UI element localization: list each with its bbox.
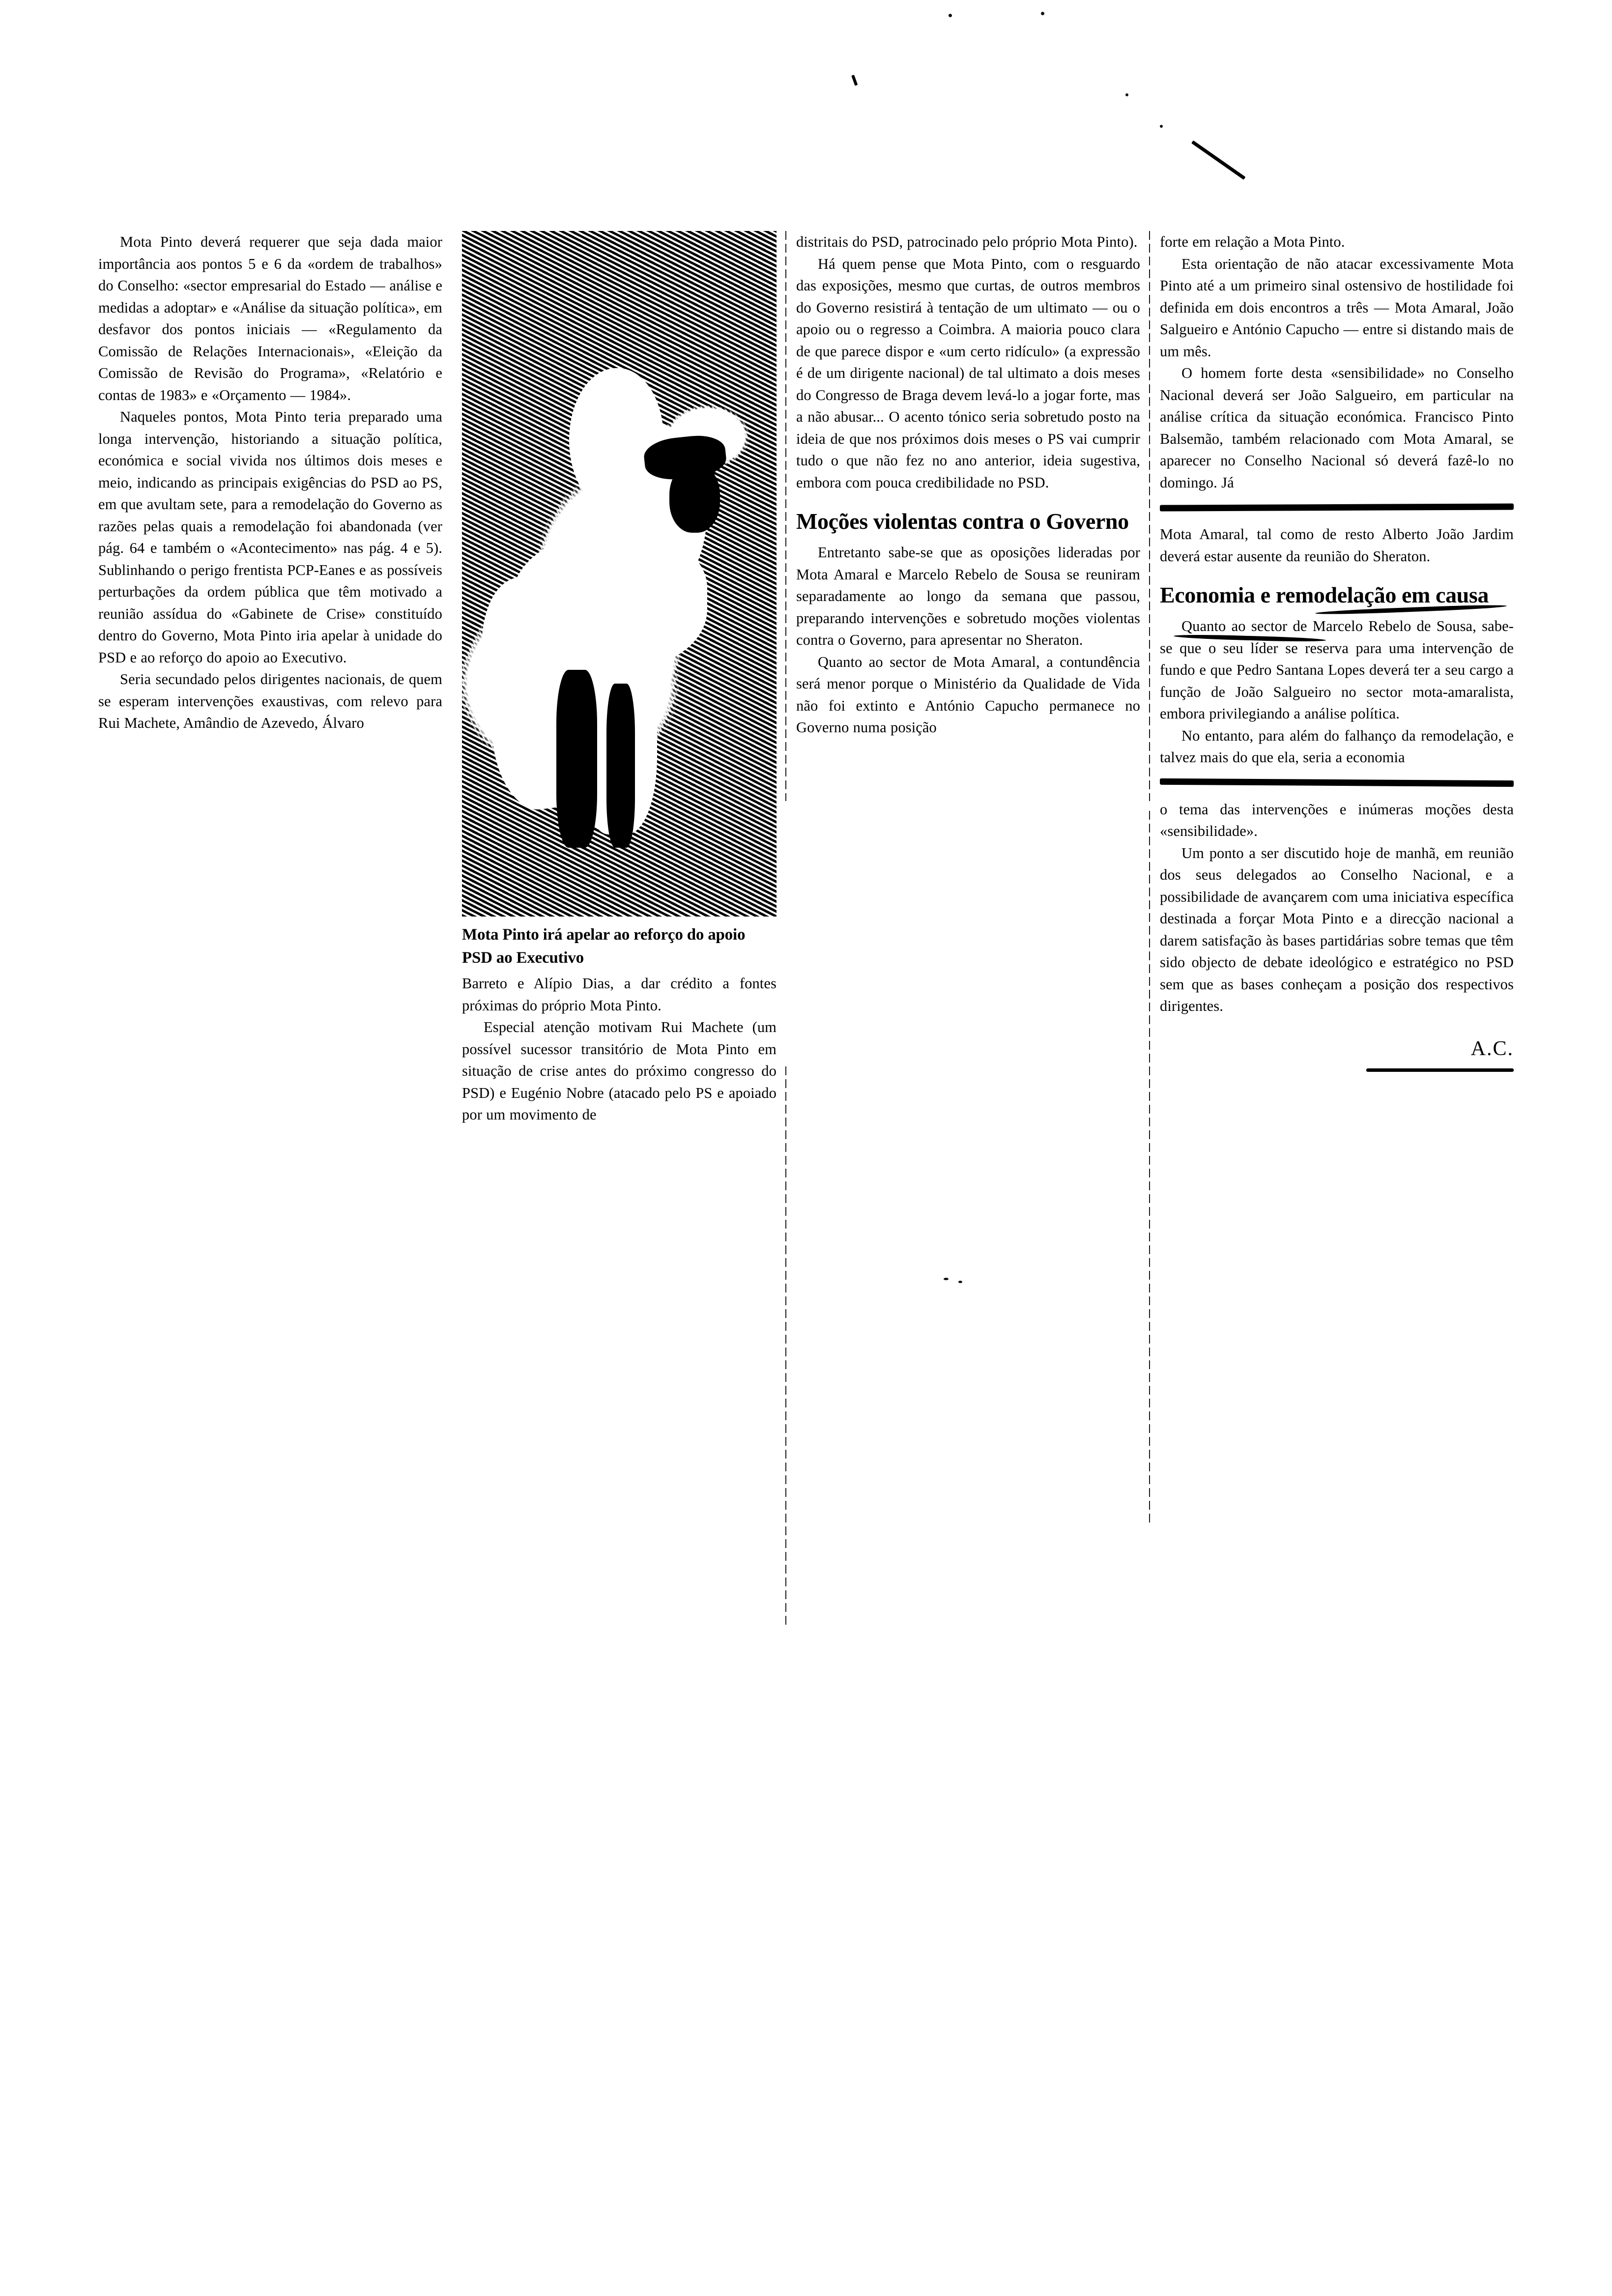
column-divider [1149, 811, 1150, 1523]
scan-speck [1160, 125, 1163, 128]
article-page [98, 231, 1514, 1784]
column-divider [1149, 231, 1150, 801]
column-1 [98, 231, 442, 1784]
paragraph: distritais do PSD, patrocinado pelo próprio Mota Pinto). [796, 233, 1138, 250]
scan-scratch [1191, 141, 1246, 180]
paragraph: Quanto ao sector de Marcelo Rebelo de Sousa, sabe-se que o seu líder se reserva para uma intervenção de fundo e que Pedro Santana Lopes deverá ter a seu cargo a função de João Salgueiro no sector mota-amaralista, embora privilegiando a análise política. [1160, 618, 1514, 722]
section-subheading-text: Economia e remodelação em causa [1160, 582, 1489, 607]
column-divider [785, 1066, 786, 1627]
section-subheading: Moções violentas contra o Governo [796, 509, 1129, 534]
section-subheading [1160, 582, 1514, 608]
byline-initials: A.C. [1470, 1037, 1514, 1060]
scan-speck [944, 1278, 949, 1280]
scan-scratch [851, 75, 858, 86]
scan-speck [958, 1281, 962, 1283]
horizontal-rule [1160, 778, 1514, 786]
paragraph: o tema das intervenções e inúmeras moções desta «sensibilidade». [1160, 801, 1514, 839]
paragraph: O homem forte desta «sensibilidade» no Conselho Nacional deverá ser João Salgueiro, em particular na análise crítica da situação económica. Francisco Pinto Balsemão, também relacionado com Mota Amaral, se aparecer no Conselho Nacional só deverá fazê-lo no domingo. Já [1160, 365, 1514, 491]
paragraph: Seria secundado pelos dirigentes nacionais, de quem se esperam intervenções exaustivas, com relevo para Rui Machete, Amândio de Azevedo, Álvaro [98, 671, 442, 731]
scan-speck [949, 14, 952, 17]
column-2 [462, 231, 777, 1784]
horizontal-rule [1160, 503, 1514, 511]
paragraph: Esta orientação de não atacar excessivamente Mota Pinto até a um primeiro sinal ostensivo de hostilidade foi definida em dois encontros a três — Mota Amaral, João Salgueiro e António Capucho — entre si distando mais de um mês. [1160, 255, 1514, 360]
scan-speck [1125, 93, 1128, 96]
paragraph: Um ponto a ser discutido hoje de manhã, em reunião dos seus delegados ao Conselho Nacional, e a possibilidade de avançarem com uma iniciativa específica destinada a forçar Mota Pinto e a direcção nacional a darem satisfação às bases partidárias sobre temas que têm sido objecto de debate ideológico e estratégico no PSD sem que as bases conheçam a posição dos respectivos dirigentes. [1160, 844, 1514, 1014]
paragraph: Especial atenção motivam Rui Machete (um possível sucessor transitório de Mota Pinto em situação de crise antes do próximo congresso do PSD) e Eugénio Nobre (atacado pelo PS e apoiado por um movimento de [462, 1019, 777, 1123]
article-photo [462, 231, 777, 917]
column-3 [796, 231, 1140, 1784]
photo-caption: Mota Pinto irá apelar ao reforço do apoio PSD ao Executivo [462, 926, 746, 967]
paragraph: Barreto e Alípio Dias, a dar crédito a fontes próximas do próprio Mota Pinto. [462, 975, 777, 1014]
byline-rule [1366, 1068, 1514, 1072]
paragraph: Mota Pinto deverá requerer que seja dada maior importância aos pontos 5 e 6 da «ordem de trabalhos» do Conselho: «sector empresarial do Estado — análise e medidas a adoptar» e «Análise da situação política», em desfavor dos pontos iniciais — «Regulamento da Comissão de Relações Internacionais», «Eleição da Comissão de Revisão do Programa», «Relatório e contas de 1983» e «Orçamento — 1984». [98, 233, 442, 403]
paragraph: Entretanto sabe-se que as oposições lideradas por Mota Amaral e Marcelo Rebelo de Sousa se reuniram separadamente ao longo da semana que passou, preparando intervenções e sobretudo moções violentas contra o Governo, para apresentar no Sheraton. [796, 544, 1140, 648]
paragraph: Há quem pense que Mota Pinto, com o resguardo das exposições, mesmo que curtas, de outros membros do Governo resistirá à tentação de um ultimato — ou o apoio ou o regresso a Coimbra. A maioria pouco clara de que parece dispor e «um certo ridículo» (a expressão é de um dirigente nacional) de tal ultimato a dois meses do Congresso de Braga devem levá-lo a jogar forte, mas a não abusar... O acento tónico seria sobretudo posto na ideia de que nos próximos dois meses o PS vai cumprir tudo o que não fez no ano anterior, ideia sugestiva, embora com pouca credibilidade no PSD. [796, 255, 1140, 491]
column-divider [785, 231, 786, 801]
paragraph: Naqueles pontos, Mota Pinto teria preparado uma longa intervenção, historiando a situação política, económica e social vivida nos últimos dois meses e meio, indicando as principais exigências do PSD ao PS, em que avultam sete, para a remodelação do Governo as razões pelas quais a remodelação foi abandonada (ver pág. 64 e também o «Acontecimento» nas pág. 4 e 5). Sublinhando o perigo frentista PCP-Eanes e as possíveis perturbações da ordem pública que têm motivado a reunião assídua do «Gabinete de Crise» constituído dentro do Governo, Mota Pinto iria apelar à unidade do PSD e ao reforço do apoio ao Executivo. [98, 408, 442, 666]
paragraph: Quanto ao sector de Mota Amaral, a contundência será menor porque o Ministério da Qualidade de Vida não foi extinto e António Capucho permanece no Governo numa posição [796, 653, 1140, 736]
paragraph: No entanto, para além do falhanço da remodelação, e talvez mais do que ela, seria a economia [1160, 727, 1514, 766]
photo-figure-portrait [462, 231, 777, 917]
byline-block [1160, 1017, 1514, 1072]
pull-note: Mota Amaral, tal como de resto Alberto João Jardim deverá estar ausente da reunião do Sheraton. [1160, 526, 1514, 565]
column-4 [1160, 231, 1514, 1784]
scan-speck [1041, 12, 1044, 15]
paragraph: forte em relação a Mota Pinto. [1160, 233, 1345, 250]
